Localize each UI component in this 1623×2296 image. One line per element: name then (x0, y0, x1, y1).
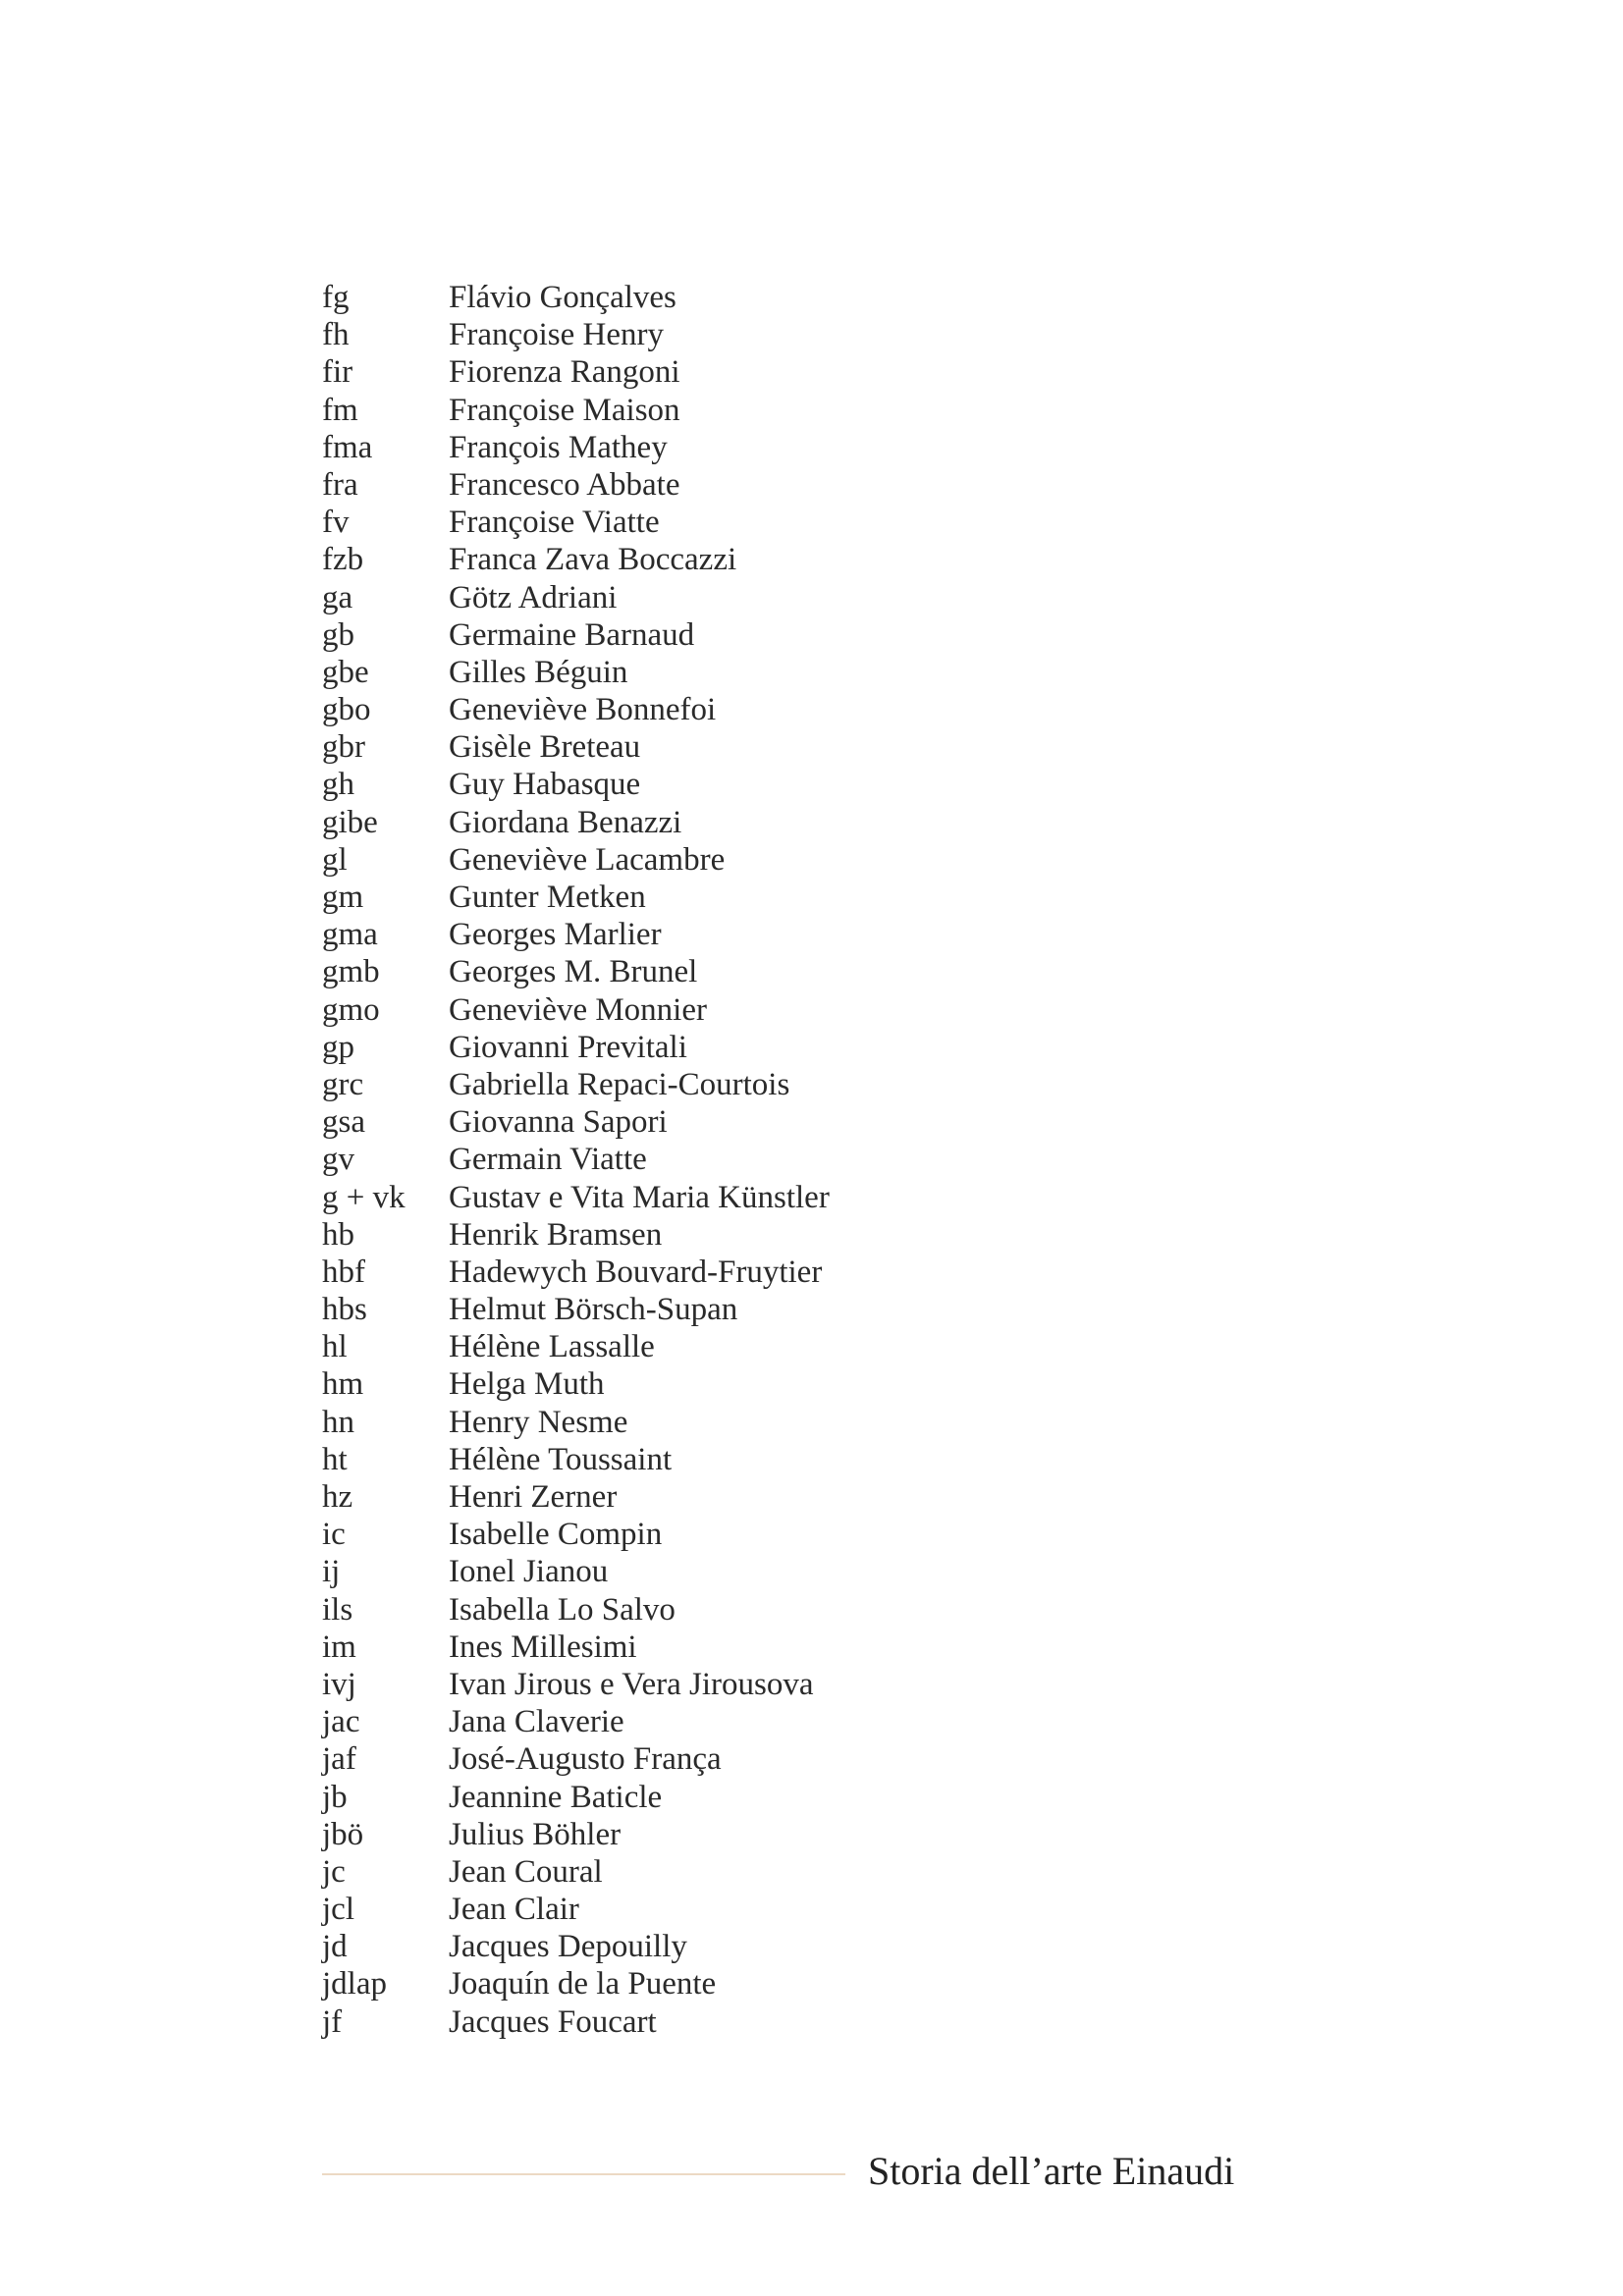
footer-title: Storia dell’arte Einaudi (868, 2149, 1235, 2193)
entry-abbreviation: ga (322, 579, 353, 615)
entry-abbreviation: ht (322, 1441, 348, 1477)
entry-abbreviation: fg (322, 280, 350, 315)
entry-abbreviation: gp (322, 1029, 354, 1065)
entry-name: Hélène Toussaint (449, 1441, 673, 1477)
list-item (322, 1254, 830, 1291)
list-item (322, 841, 830, 879)
list-item (322, 541, 830, 578)
list-item (322, 1404, 830, 1441)
entry-name: Giovanna Sapori (449, 1104, 668, 1141)
entry-name: Georges M. Brunel (449, 954, 698, 990)
list-item (322, 579, 830, 616)
entry-abbreviation: hl (322, 1329, 348, 1365)
entry-name: Ivan Jirous e Vera Jirousova (449, 1666, 814, 1702)
entry-abbreviation: jdlap (322, 1966, 387, 2002)
list-item (322, 1291, 830, 1328)
entry-abbreviation: gb (322, 616, 354, 653)
entry-abbreviation: gm (322, 880, 364, 915)
entry-abbreviation: jcl (322, 1892, 354, 1928)
list-item (322, 466, 830, 504)
entry-name: Isabelle Compin (449, 1517, 663, 1553)
entry-name: Jana Claverie (449, 1704, 624, 1740)
entry-abbreviation: fv (322, 505, 350, 541)
entry-abbreviation: hn (322, 1404, 354, 1440)
list-item (322, 691, 830, 728)
entry-abbreviation: hbf (322, 1254, 365, 1290)
entry-abbreviation: hz (322, 1479, 353, 1515)
entry-name: Henry Nesme (449, 1404, 628, 1440)
entry-name: Geneviève Lacambre (449, 841, 726, 878)
entry-abbreviation: gbo (322, 692, 371, 728)
list-item (322, 1965, 830, 2002)
entry-name: Hélène Lassalle (449, 1329, 655, 1365)
list-item (322, 916, 830, 953)
list-item (322, 1141, 830, 1178)
entry-abbreviation: fzb (322, 542, 364, 578)
entry-name: Gilles Béguin (449, 654, 628, 690)
entry-abbreviation: gma (322, 917, 378, 953)
list-item (322, 766, 830, 803)
entry-abbreviation: hbs (322, 1292, 367, 1328)
list-item (322, 991, 830, 1029)
entry-name: Helga Muth (449, 1366, 605, 1403)
entry-name: Gabriella Repaci-Courtois (449, 1066, 790, 1102)
entry-name: Hadewych Bouvard-Fruytier (449, 1254, 823, 1290)
entry-abbreviation: jbö (322, 1816, 364, 1852)
entry-abbreviation: jaf (322, 1741, 356, 1778)
entry-name: Jean Coural (449, 1853, 603, 1890)
entry-abbreviation: ils (322, 1591, 353, 1628)
list-item (322, 392, 830, 429)
entry-abbreviation: jd (322, 1929, 348, 1965)
entry-name: Jeannine Baticle (449, 1779, 663, 1815)
entry-name: Henrik Bramsen (449, 1216, 663, 1253)
entry-abbreviation: ij (322, 1554, 341, 1590)
entry-abbreviation: fra (322, 466, 358, 503)
entry-abbreviation: gibe (322, 804, 378, 840)
entry-name: Fiorenza Rangoni (449, 354, 680, 391)
entry-name: Helmut Börsch-Supan (449, 1292, 738, 1328)
contributors-list (322, 279, 830, 2041)
entry-abbreviation: gv (322, 1142, 354, 1178)
entry-name: Geneviève Monnier (449, 991, 707, 1028)
list-item (322, 1216, 830, 1254)
list-item (322, 1516, 830, 1553)
entry-name: Henri Zerner (449, 1479, 618, 1515)
entry-name: Georges Marlier (449, 917, 662, 953)
list-item (322, 654, 830, 691)
list-item (322, 1179, 830, 1216)
entry-name: Flávio Gonçalves (449, 280, 676, 315)
entry-abbreviation: fm (322, 392, 358, 428)
entry-name: Jacques Depouilly (449, 1929, 687, 1965)
entry-abbreviation: gsa (322, 1104, 365, 1141)
entry-name: Jean Clair (449, 1892, 579, 1928)
entry-name: Francesco Abbate (449, 466, 680, 503)
entry-name: Gunter Metken (449, 880, 646, 915)
entry-abbreviation: gl (322, 841, 348, 878)
list-item (322, 879, 830, 916)
list-item (322, 1328, 830, 1365)
entry-name: Julius Böhler (449, 1816, 622, 1852)
entry-name: Françoise Henry (449, 317, 665, 353)
entry-abbreviation: hm (322, 1366, 364, 1403)
entry-abbreviation: hb (322, 1216, 354, 1253)
entry-name: Gisèle Breteau (449, 729, 641, 766)
list-item (322, 1103, 830, 1141)
entry-name: Franca Zava Boccazzi (449, 542, 737, 578)
footer-divider (322, 2173, 845, 2175)
entry-name: Françoise Viatte (449, 505, 660, 541)
list-item (322, 429, 830, 466)
list-item (322, 728, 830, 766)
entry-abbreviation: im (322, 1629, 356, 1665)
entry-abbreviation: gbe (322, 654, 369, 690)
entry-name: Geneviève Bonnefoi (449, 692, 717, 728)
list-item (322, 1928, 830, 1965)
entry-name: Germaine Barnaud (449, 616, 695, 653)
entry-name: Jacques Foucart (449, 2003, 657, 2040)
list-item (322, 1441, 830, 1478)
entry-abbreviation: fma (322, 429, 373, 465)
entry-abbreviation: gh (322, 767, 354, 803)
list-item (322, 504, 830, 541)
entry-abbreviation: fir (322, 354, 353, 391)
entry-name: Guy Habasque (449, 767, 641, 803)
list-item (322, 616, 830, 654)
list-item (322, 953, 830, 990)
list-item (322, 1066, 830, 1103)
list-item (322, 1478, 830, 1516)
entry-name: Götz Adriani (449, 579, 618, 615)
list-item (322, 1779, 830, 1816)
list-item (322, 1816, 830, 1853)
entry-name: Ionel Jianou (449, 1554, 609, 1590)
entry-name: Ines Millesimi (449, 1629, 637, 1665)
entry-abbreviation: ic (322, 1517, 346, 1553)
entry-abbreviation: gmb (322, 954, 380, 990)
entry-abbreviation: fh (322, 317, 350, 353)
entry-abbreviation: jb (322, 1779, 348, 1815)
list-item (322, 353, 830, 391)
entry-name: Giordana Benazzi (449, 804, 682, 840)
entry-abbreviation: gbr (322, 729, 365, 766)
entry-name: José-Augusto França (449, 1741, 722, 1778)
list-item (322, 1666, 830, 1703)
entry-name: Germain Viatte (449, 1142, 647, 1178)
list-item (322, 1591, 830, 1629)
list-item (322, 1553, 830, 1590)
entry-name: François Mathey (449, 429, 668, 465)
entry-abbreviation: gmo (322, 991, 380, 1028)
entry-abbreviation: g + vk (322, 1179, 406, 1215)
list-item (322, 1740, 830, 1778)
entry-abbreviation: grc (322, 1066, 364, 1102)
list-item (322, 804, 830, 841)
list-item (322, 1891, 830, 1928)
list-item (322, 1365, 830, 1403)
list-item (322, 2003, 830, 2041)
list-item (322, 1853, 830, 1891)
entry-abbreviation: jf (322, 2003, 343, 2040)
list-item (322, 1703, 830, 1740)
entry-name: Isabella Lo Salvo (449, 1591, 676, 1628)
list-item (322, 316, 830, 353)
entry-name: Giovanni Previtali (449, 1029, 687, 1065)
entry-name: Joaquín de la Puente (449, 1966, 717, 2002)
entry-abbreviation: ivj (322, 1666, 356, 1702)
entry-abbreviation: jac (322, 1704, 360, 1740)
list-item (322, 279, 830, 316)
entry-abbreviation: jc (322, 1853, 346, 1890)
list-item (322, 1629, 830, 1666)
entry-name: Gustav e Vita Maria Künstler (449, 1179, 830, 1215)
entry-name: Françoise Maison (449, 392, 680, 428)
list-item (322, 1029, 830, 1066)
